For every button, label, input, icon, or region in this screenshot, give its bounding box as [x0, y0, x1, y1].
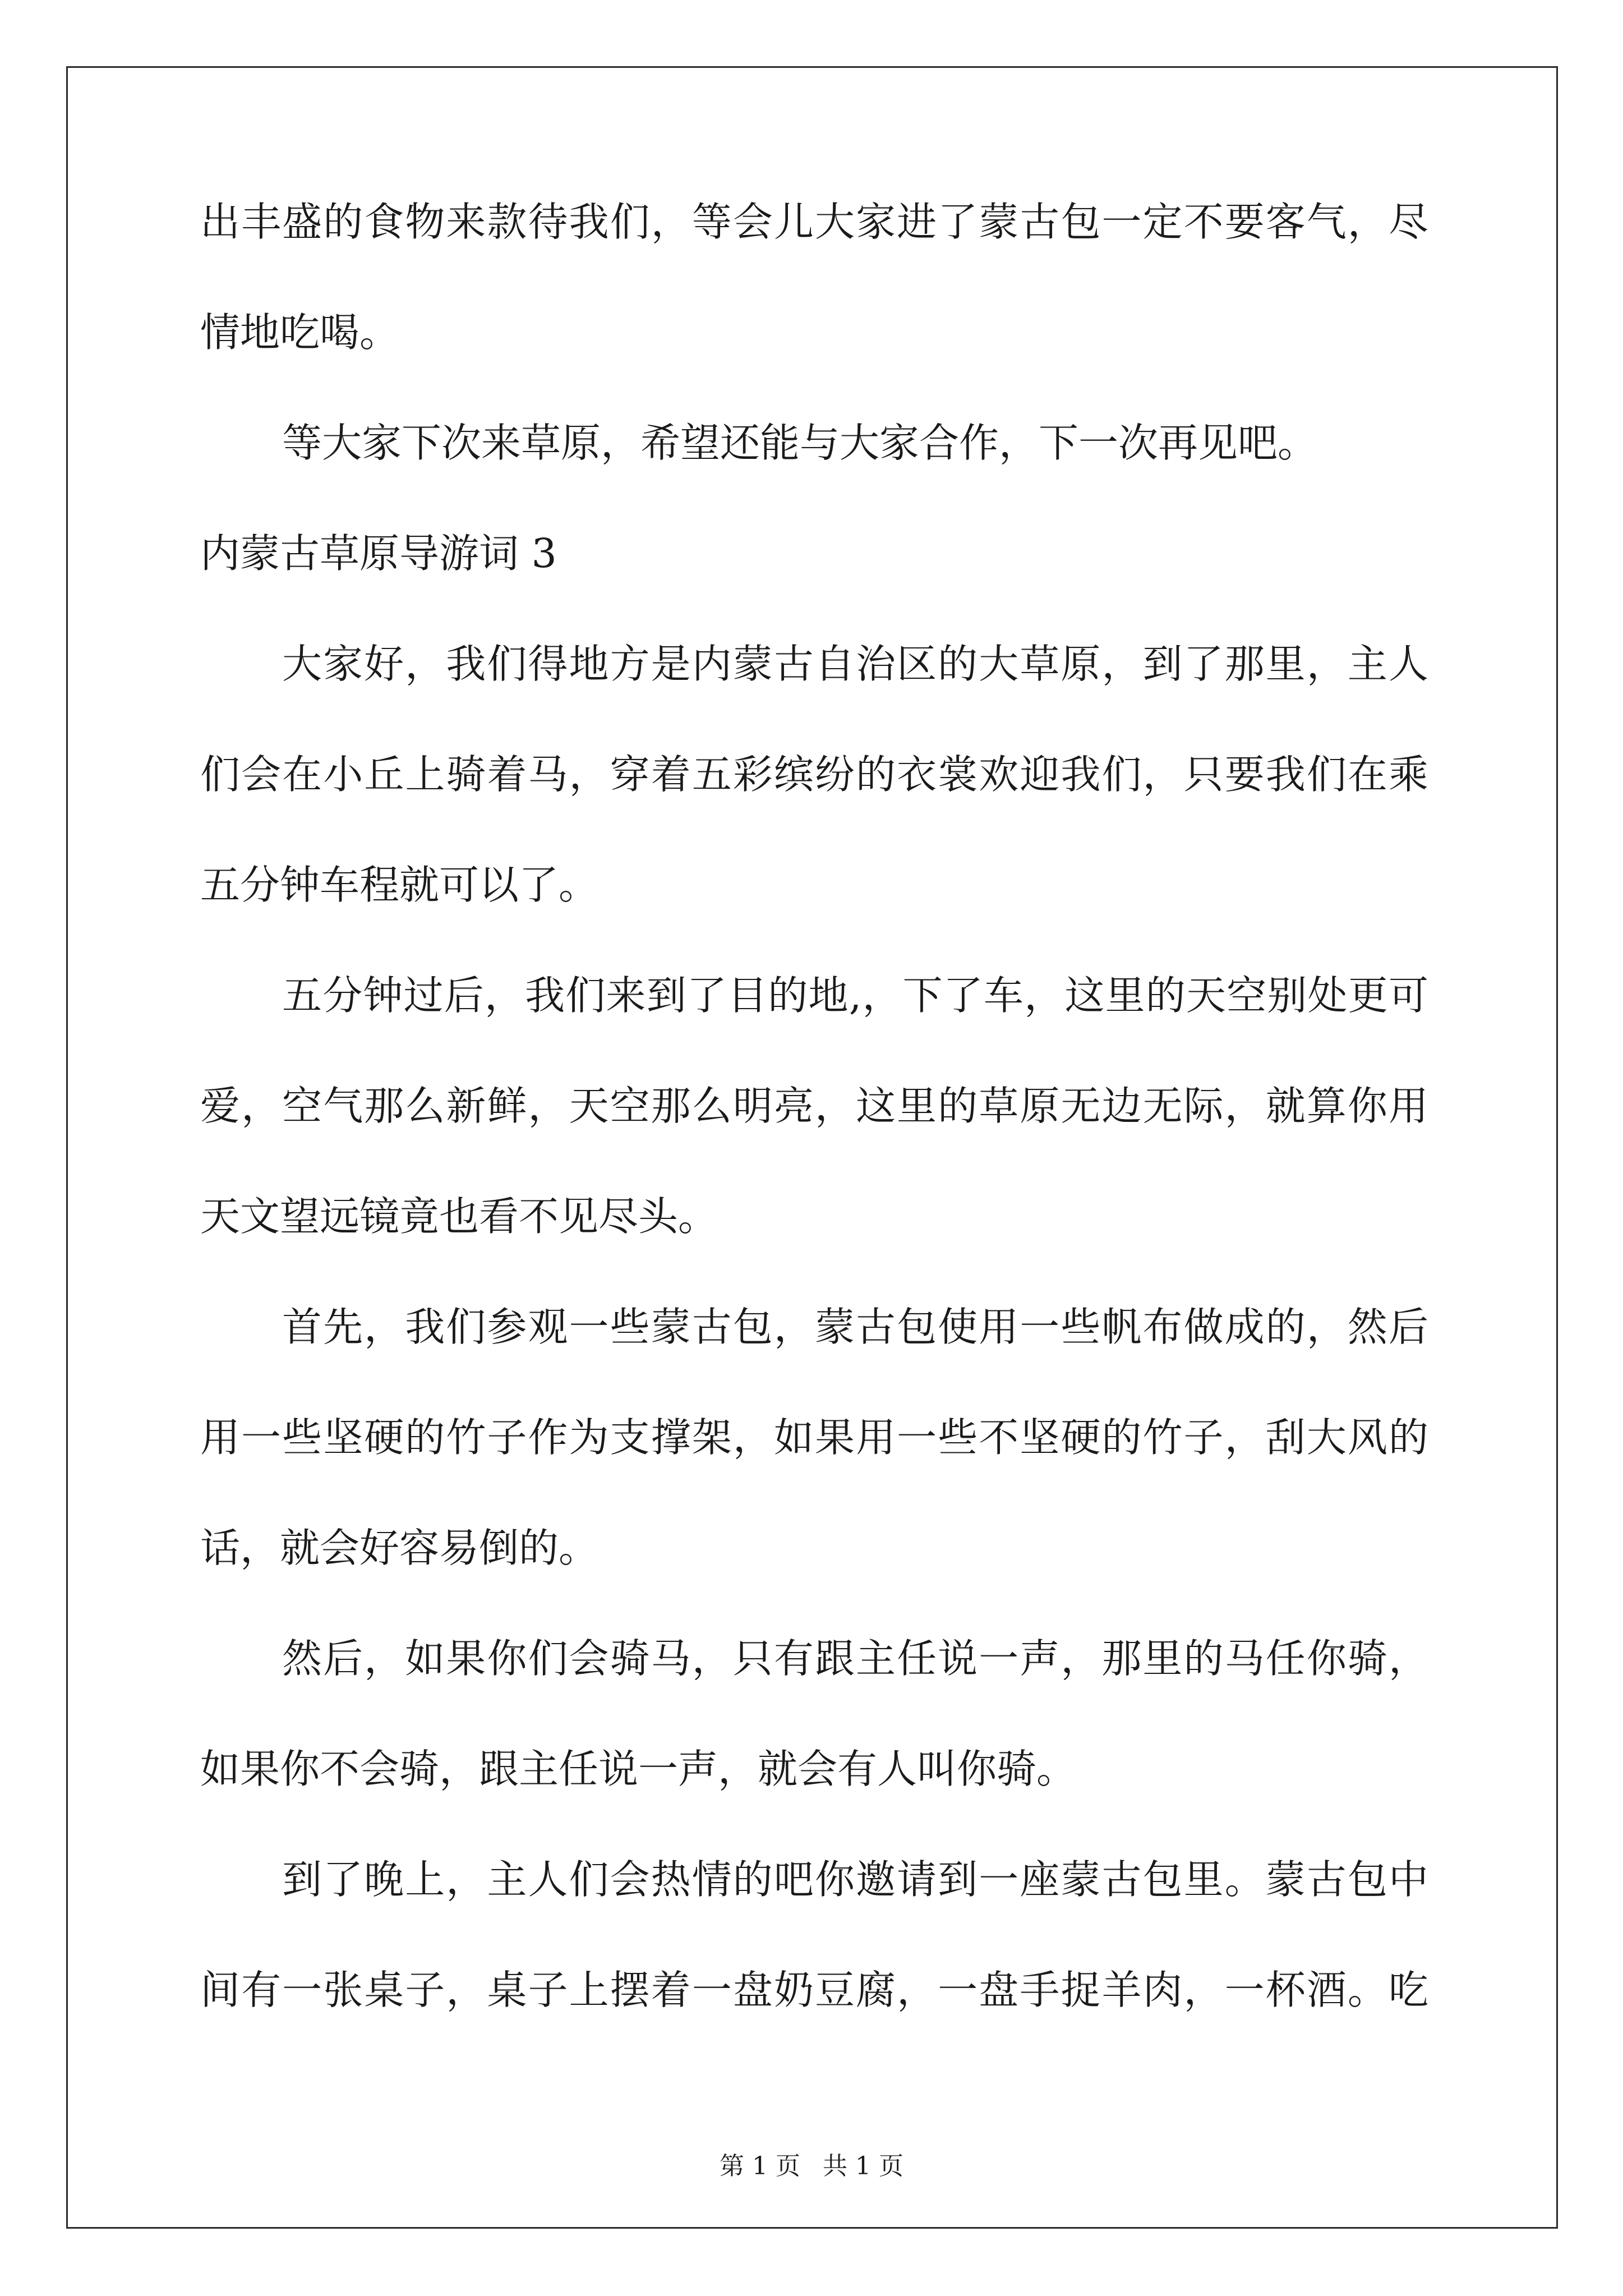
text-line: 出丰盛的食物来款待我们，等会儿大家进了蒙古包一定不要客气，尽 [200, 199, 1428, 245]
text-line: 天文望远镜竟也看不见尽头。 [200, 1193, 718, 1240]
text-line: 话，就会好容易倒的。 [200, 1525, 599, 1571]
text-line: 五分钟过后，我们来到了目的地,，下了车，这里的天空别处更可 [282, 972, 1428, 1019]
text-line: 然后，如果你们会骑马，只有跟主任说一声，那里的马任你骑， [282, 1635, 1428, 1682]
page-total: 共 1 页 [823, 2152, 903, 2180]
text-line: 们会在小丘上骑着马，穿着五彩缤纷的衣裳欢迎我们，只要我们在乘 [200, 751, 1428, 798]
text-line: 如果你不会骑，跟主任说一声，就会有人叫你骑。 [200, 1746, 1077, 1792]
text-line: 间有一张桌子，桌子上摆着一盘奶豆腐，一盘手捉羊肉，一杯酒。吃 [200, 1967, 1428, 2013]
text-line: 首先，我们参观一些蒙古包，蒙古包使用一些帆布做成的，然后 [282, 1304, 1428, 1350]
section-heading: 内蒙古草原导游词 3 [200, 530, 557, 577]
text-line: 用一些坚硬的竹子作为支撑架，如果用一些不坚硬的竹子，刮大风的 [200, 1414, 1428, 1461]
document-body [200, 199, 1428, 2081]
page-number: 第 1 页 [720, 2152, 800, 2180]
text-line: 情地吃喝。 [200, 309, 400, 356]
text-line: 大家好，我们得地方是内蒙古自治区的大草原，到了那里，主人 [282, 641, 1428, 687]
text-line: 五分钟车程就可以了。 [200, 862, 599, 908]
text-line: 等大家下次来草原，希望还能与大家合作，下一次再见吧。 [282, 420, 1318, 466]
text-line: 到了晚上，主人们会热情的吧你邀请到一座蒙古包里。蒙古包中 [282, 1856, 1428, 1903]
page-footer [0, 2154, 1623, 2179]
text-line: 爱，空气那么新鲜，天空那么明亮，这里的草原无边无际，就算你用 [200, 1083, 1428, 1129]
